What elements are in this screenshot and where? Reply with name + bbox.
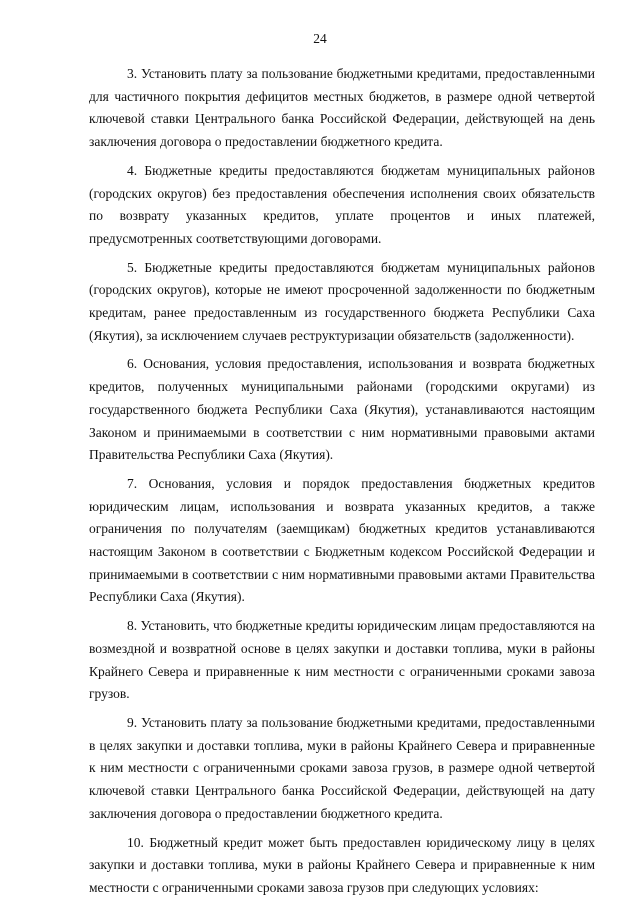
paragraph-5: 5. Бюджетные кредиты предоставляются бюджетам муниципальных районов (городских округов), которые не имеют просроченной задолженности по бюджетным кредитам, ранее предоставленным из государственного бюджета Республики Саха (Якутия), за исключением случаев реструктуризации обязательств (задолженности). bbox=[89, 259, 595, 343]
paragraph-4: 4. Бюджетные кредиты предоставляются бюджетам муниципальных районов (городских округов) без предоставления обеспечения исполнения своих обязательств по возврату указанных кредитов, уплате процентов и иных платежей, предусмотренных соответствующими договорами. bbox=[89, 162, 595, 246]
paragraph-8: 8. Установить, что бюджетные кредиты юридическим лицам предоставляются на возмездной и возвратной основе в целях закупки и доставки топлива, муки в районы Крайнего Севера и приравненные к ним местности с ограниченными сроками завоза грузов. bbox=[89, 618, 595, 702]
document-body bbox=[89, 63, 595, 906]
paragraph-3: 3. Установить плату за пользование бюджетными кредитами, предоставленными для частичного покрытия дефицитов местных бюджетов, в размере одной четвертой ключевой ставки Центрального банка Российской Федерации, действующей на день заключения договора о предоставлении бюджетного кредита. bbox=[89, 66, 595, 150]
paragraph-10: 10. Бюджетный кредит может быть предоставлен юридическому лицу в целях закупки и доставки топлива, муки в районы Крайнего Севера и приравненные к ним местности с ограниченными сроками завоза грузов при следующих условиях: bbox=[89, 834, 595, 895]
paragraph-6: 6. Основания, условия предоставления, использования и возврата бюджетных кредитов, полученных муниципальными районами (городскими округами) из государственного бюджета Республики Саха (Якутия), устанавливаются настоящим Законом и принимаемыми в соответствии с ним нормативными правовыми актами Правительства Республики Саха (Якутия). bbox=[89, 356, 595, 463]
paragraph-9: 9. Установить плату за пользование бюджетными кредитами, предоставленными в целях закупки и доставки топлива, муки в районы Крайнего Севера и приравненные к ним местности с ограниченными сроками завоза грузов, в размере одной четвертой ключевой ставки Центрального банка Российской Федерации, действующей на дату заключения договора о предоставлении бюджетного кредита. bbox=[89, 714, 595, 821]
paragraph-7: 7. Основания, условия и порядок предоставления бюджетных кредитов юридическим лицам, использования и возврата указанных кредитов, а также ограничения по получателям (заемщикам) бюджетных кредитов устанавливаются настоящим Законом в соответствии с Бюджетным кодексом Российской Федерации и принимаемыми в соответствии с ним нормативными правовыми актами Правительства Республики Саха (Якутия). bbox=[89, 475, 595, 605]
page-number: 24 bbox=[313, 31, 327, 46]
